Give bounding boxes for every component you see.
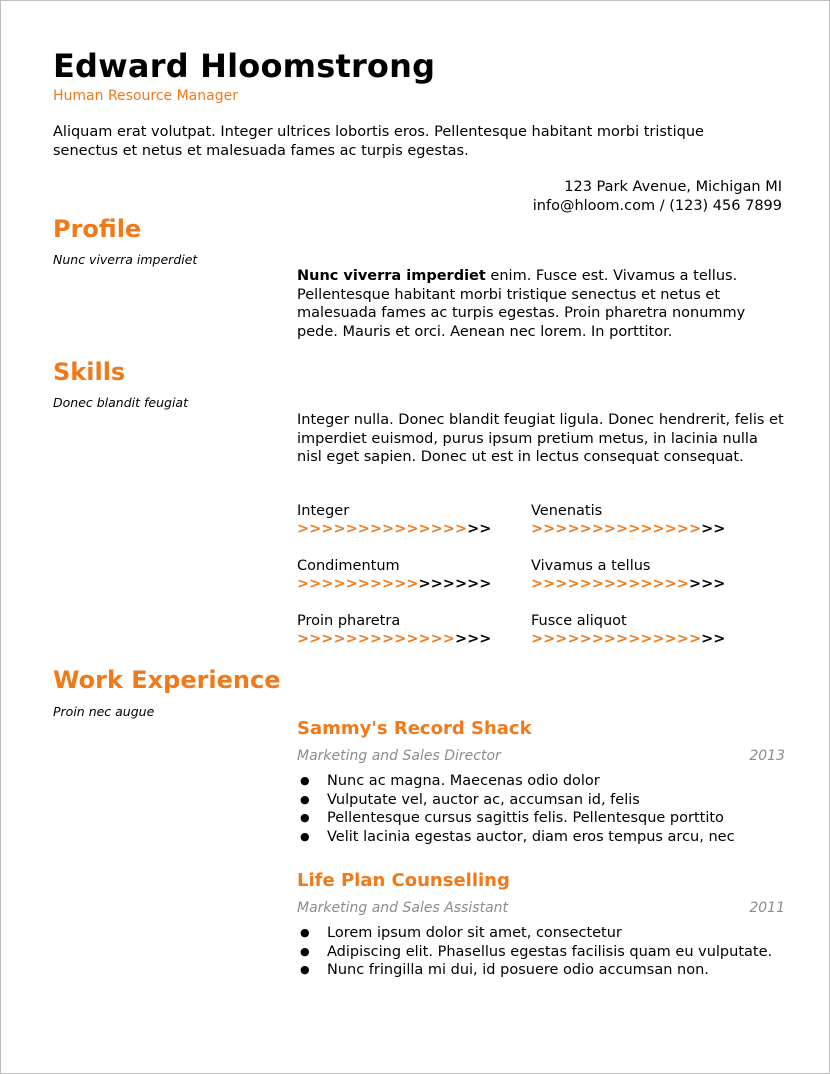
intro-summary: Aliquam erat volutpat. Integer ultrices lobortis eros. Pellentesque habitant morbi tristique senectus et netus et malesuada fames ac turpis egestas. bbox=[53, 124, 704, 159]
skill-rating-bar bbox=[297, 631, 491, 648]
job-meta bbox=[297, 748, 785, 764]
candidate-role: Human Resource Manager bbox=[53, 88, 238, 104]
work-heading: Work Experience bbox=[53, 666, 281, 694]
skills-subheading: Donec blandit feugiat bbox=[53, 395, 188, 410]
skill-rating-empty: >> bbox=[701, 631, 726, 647]
job-year: 2011 bbox=[749, 900, 785, 916]
skill-rating-bar bbox=[531, 521, 725, 538]
skill-rating-empty: >>> bbox=[454, 631, 492, 647]
skill-label: Vivamus a tellus bbox=[531, 558, 651, 574]
skill-label: Venenatis bbox=[531, 503, 603, 519]
skill-rating-bar bbox=[297, 521, 491, 538]
job-bullet-list bbox=[297, 924, 797, 980]
list-item: ● Adipiscing elit. Phasellus egestas facilisis quam eu vulputate. bbox=[297, 943, 797, 962]
skill-item bbox=[531, 612, 725, 648]
contact-email-phone: info@hloom.com / (123) 456 7899 bbox=[532, 198, 782, 214]
skill-rating-empty: >> bbox=[701, 521, 726, 537]
skill-label: Integer bbox=[297, 503, 350, 519]
skill-rating-filled: >>>>>>>>>>>>> bbox=[531, 576, 689, 592]
candidate-name: Edward Hloomstrong bbox=[53, 47, 436, 85]
job-meta bbox=[297, 900, 785, 916]
job-company: Sammy's Record Shack bbox=[297, 718, 532, 739]
skill-rating-bar bbox=[531, 576, 725, 593]
profile-lead: Nunc viverra imperdiet bbox=[297, 268, 486, 284]
skill-rating-empty: >> bbox=[467, 521, 492, 537]
skills-text: Integer nulla. Donec blandit feugiat ligula. Donec hendrerit, felis et imperdiet euismod, purus ipsum pretium metus, in lacinia nulla nisl eget sapien. Donec ut est in lectus consequat consequat. bbox=[297, 412, 784, 465]
job-position: Marketing and Sales Director bbox=[297, 748, 501, 764]
skill-rating-filled: >>>>>>>>>>>>> bbox=[297, 631, 455, 647]
list-item: ● Velit lacinia egestas auctor, diam eros tempus arcu, nec bbox=[297, 828, 797, 847]
skills-heading: Skills bbox=[53, 358, 126, 386]
skill-item bbox=[297, 502, 491, 538]
skill-rating-filled: >>>>>>>>>>>>>> bbox=[531, 521, 702, 537]
job-company: Life Plan Counselling bbox=[297, 870, 510, 891]
skill-item bbox=[531, 557, 725, 593]
skill-rating-filled: >>>>>>>>>> bbox=[297, 576, 419, 592]
job-year: 2013 bbox=[749, 748, 785, 764]
skill-label: Condimentum bbox=[297, 558, 400, 574]
skill-label: Proin pharetra bbox=[297, 613, 401, 629]
job-position: Marketing and Sales Assistant bbox=[297, 900, 509, 916]
skill-rating-filled: >>>>>>>>>>>>>> bbox=[531, 631, 702, 647]
list-item: ● Pellentesque cursus sagittis felis. Pellentesque porttito bbox=[297, 809, 797, 828]
skill-item bbox=[531, 502, 725, 538]
profile-heading: Profile bbox=[53, 215, 142, 243]
job-bullet-list bbox=[297, 772, 797, 846]
list-item: ● Nunc ac magna. Maecenas odio dolor bbox=[297, 772, 797, 791]
contact-block bbox=[533, 178, 782, 216]
skill-rating-empty: >>> bbox=[688, 576, 726, 592]
skill-rating-bar bbox=[297, 576, 491, 593]
skill-item bbox=[297, 612, 491, 648]
profile-body: enim. Fusce est. Vivamus a tellus. Pellentesque habitant morbi tristique senectus et netus et malesuada fames ac turpis egestas. Proin pharetra nonummy pede. Mauris et orci. Aenean nec lorem. In porttitor. bbox=[297, 268, 746, 340]
contact-address: 123 Park Avenue, Michigan MI bbox=[564, 179, 782, 195]
skill-item bbox=[297, 557, 491, 593]
profile-text bbox=[297, 267, 787, 341]
skill-rating-empty: >>>>>> bbox=[418, 576, 492, 592]
skill-rating-bar bbox=[531, 631, 725, 648]
list-item: ● Nunc fringilla mi dui, id posuere odio accumsan non. bbox=[297, 961, 797, 980]
list-item: ● Lorem ipsum dolor sit amet, consectetur bbox=[297, 924, 797, 943]
skill-label: Fusce aliquot bbox=[531, 613, 627, 629]
profile-subheading: Nunc viverra imperdiet bbox=[53, 252, 198, 267]
skill-rating-filled: >>>>>>>>>>>>>> bbox=[297, 521, 468, 537]
work-subheading: Proin nec augue bbox=[53, 704, 155, 719]
list-item: ● Vulputate vel, auctor ac, accumsan id, felis bbox=[297, 791, 797, 810]
